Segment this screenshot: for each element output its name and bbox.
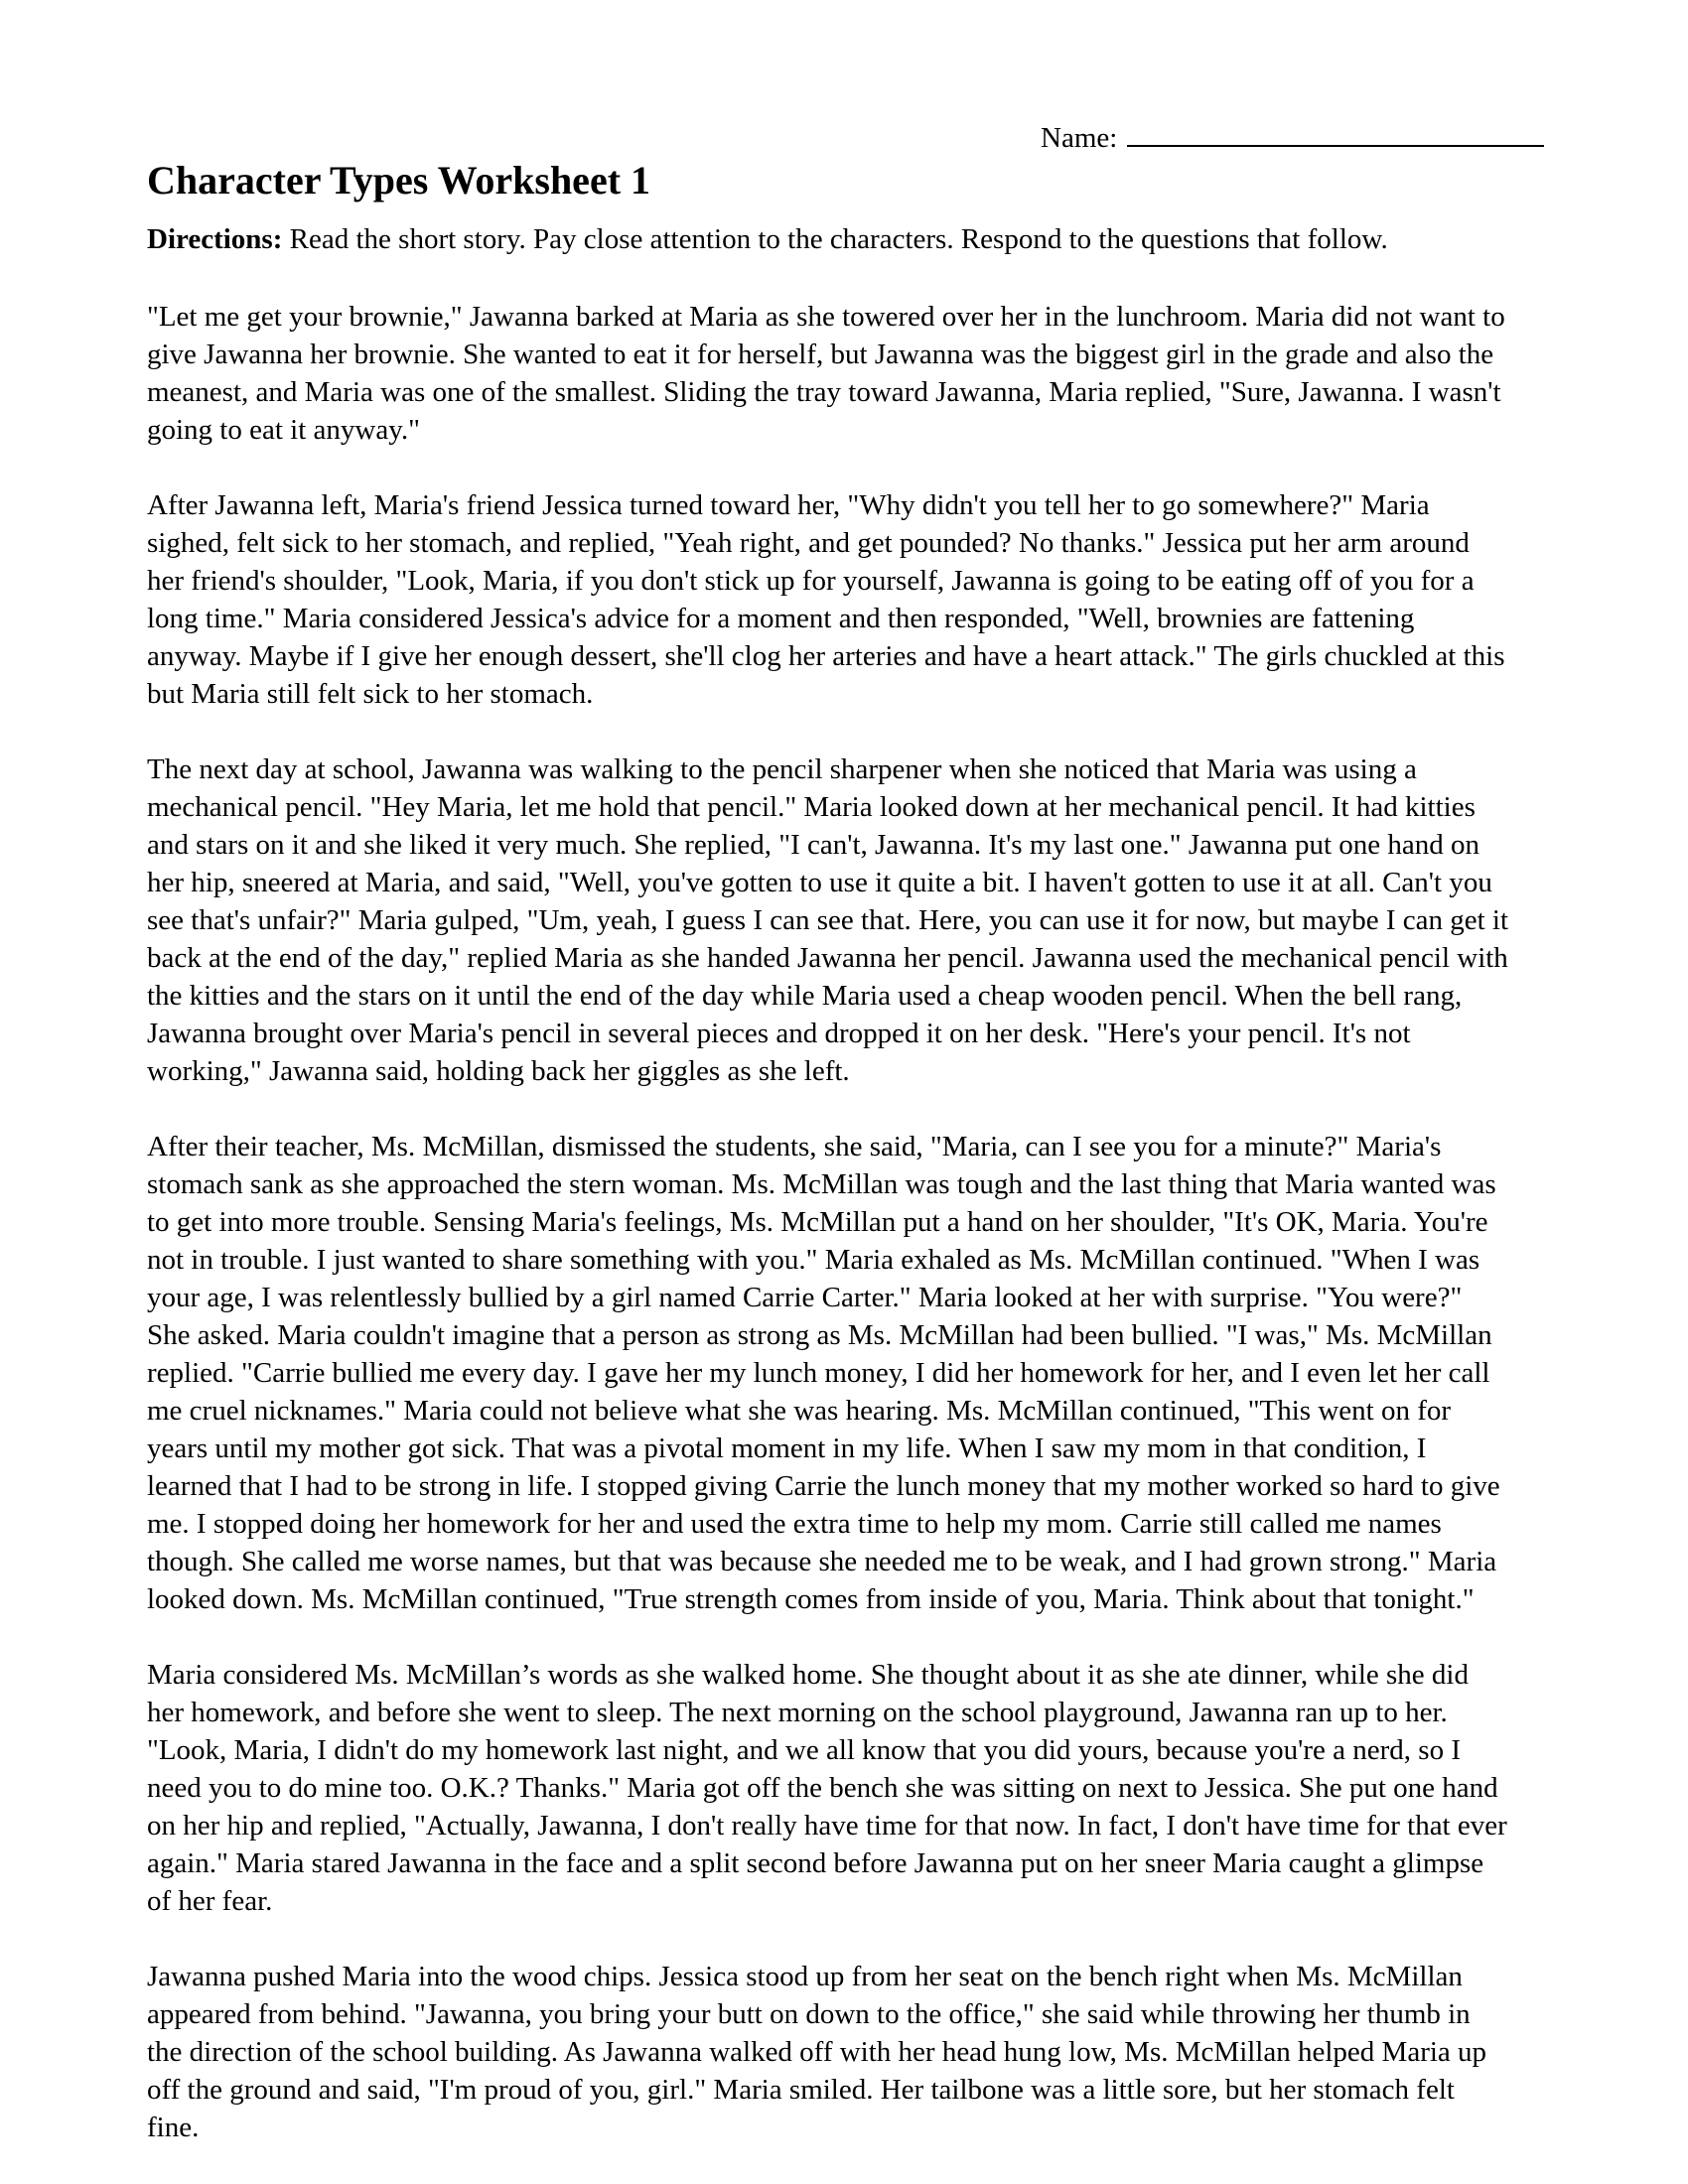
name-label: Name: [1041, 122, 1118, 154]
story [147, 298, 1509, 2146]
story-paragraph: Jawanna pushed Maria into the wood chips. Jessica stood up from her seat on the bench right when Ms. McMillan appeared from behind. "Jawanna, you bring your butt on down to the office," she said while throwing her thumb in the direction of the school building. As Jawanna walked off with her head hung low, Ms. McMillan helped Maria up off the ground and said, "I'm proud of you, girl." Maria smiled. Her tailbone was a little sore, but her stomach felt fine. [147, 1961, 1487, 2143]
story-paragraph: "Let me get your brownie," Jawanna barked at Maria as she towered over her in the lunchroom. Maria did not want to give Jawanna her brownie. She wanted to eat it for herself, but Jawanna was the biggest girl in the grade and also the meanest, and Maria was one of the smallest. Sliding the tray toward Jawanna, Maria replied, "Sure, Jawanna. I wasn't going to eat it anyway." [147, 301, 1505, 446]
name-blank-line[interactable] [1127, 115, 1544, 147]
name-row [1041, 115, 1544, 156]
page-title: Character Types Worksheet 1 [147, 158, 651, 203]
directions-label: Directions: [147, 223, 283, 255]
story-paragraph: After their teacher, Ms. McMillan, dismissed the students, she said, "Maria, can I see you for a minute?" Maria's stomach sank as she approached the stern woman. Ms. McMillan was tough and the last thing that Maria wanted was to get into more trouble. Sensing Maria's feelings, Ms. McMillan put a hand on her shoulder, "It's OK, Maria. You're not in trouble. I just wanted to share something with you." Maria exhaled as Ms. McMillan continued. "When I was your age, I was relentlessly bullied by a girl named Carrie Carter." Maria looked at her with surprise. "You were?" She asked. Maria couldn't imagine that a person as strong as Ms. McMillan had been bullied. "I was," Ms. McMillan replied. "Carrie bullied me every day. I gave her my lunch money, I did her homework for her, and I even let her call me cruel nicknames." Maria could not believe what she was hearing. Ms. McMillan continued, "This went on for years until my mother got sick. That was a pivotal moment in my life. When I saw my mom in that condition, I learned that I had to be strong in life. I stopped giving Carrie the lunch money that my mother worked so hard to give me. I stopped doing her homework for her and used the extra time to help my mom. Carrie still called me names though. She called me worse names, but that was because she needed me to be weak, and I had grown strong." Maria looked down. Ms. McMillan continued, "True strength comes from inside of you, Maria. Think about that tonight." [147, 1131, 1500, 1615]
directions-text: Read the short story. Pay close attention to the characters. Respond to the questions that follow. [289, 223, 1388, 255]
directions [147, 220, 1509, 258]
story-paragraph: The next day at school, Jawanna was walking to the pencil sharpener when she noticed that Maria was using a mechanical pencil. "Hey Maria, let me hold that pencil." Maria looked down at her mechanical pencil. It had kitties and stars on it and she liked it very much. She replied, "I can't, Jawanna. It's my last one." Jawanna put one hand on her hip, sneered at Maria, and said, "Well, you've gotten to use it quite a bit. I haven't gotten to use it at all. Can't you see that's unfair?" Maria gulped, "Um, yeah, I guess I can see that. Here, you can use it for now, but maybe I can get it back at the end of the day," replied Maria as she handed Jawanna her pencil. Jawanna used the mechanical pencil with the kitties and the stars on it until the end of the day while Maria used a cheap wooden pencil. When the bell rang, Jawanna brought over Maria's pencil in several pieces and dropped it on her desk. "Here's your pencil. It's not working," Jawanna said, holding back her giggles as she left. [147, 753, 1509, 1087]
story-paragraph: After Jawanna left, Maria's friend Jessica turned toward her, "Why didn't you tell her to go somewhere?" Maria sighed, felt sick to her stomach, and replied, "Yeah right, and get pounded? No thanks." Jessica put her arm around her friend's shoulder, "Look, Maria, if you don't stick up for yourself, Jawanna is going to be eating off of you for a long time." Maria considered Jessica's advice for a moment and then responded, "Well, brownies are fattening anyway. Maybe if I give her enough dessert, she'll clog her arteries and have a heart attack." The girls chuckled at this but Maria still felt sick to her stomach. [147, 489, 1505, 710]
story-paragraph: Maria considered Ms. McMillan’s words as she walked home. She thought about it as she ate dinner, while she did her homework, and before she went to sleep. The next morning on the school playground, Jawanna ran up to her. "Look, Maria, I didn't do my homework last night, and we all know that you did yours, because you're a nerd, so I need you to do mine too. O.K.? Thanks." Maria got off the bench she was sitting on next to Jessica. She put one hand on her hip and replied, "Actually, Jawanna, I don't really have time for that now. In fact, I don't have time for that ever again." Maria stared Jawanna in the face and a split second before Jawanna put on her sneer Maria caught a glimpse of her fear. [147, 1659, 1507, 1917]
